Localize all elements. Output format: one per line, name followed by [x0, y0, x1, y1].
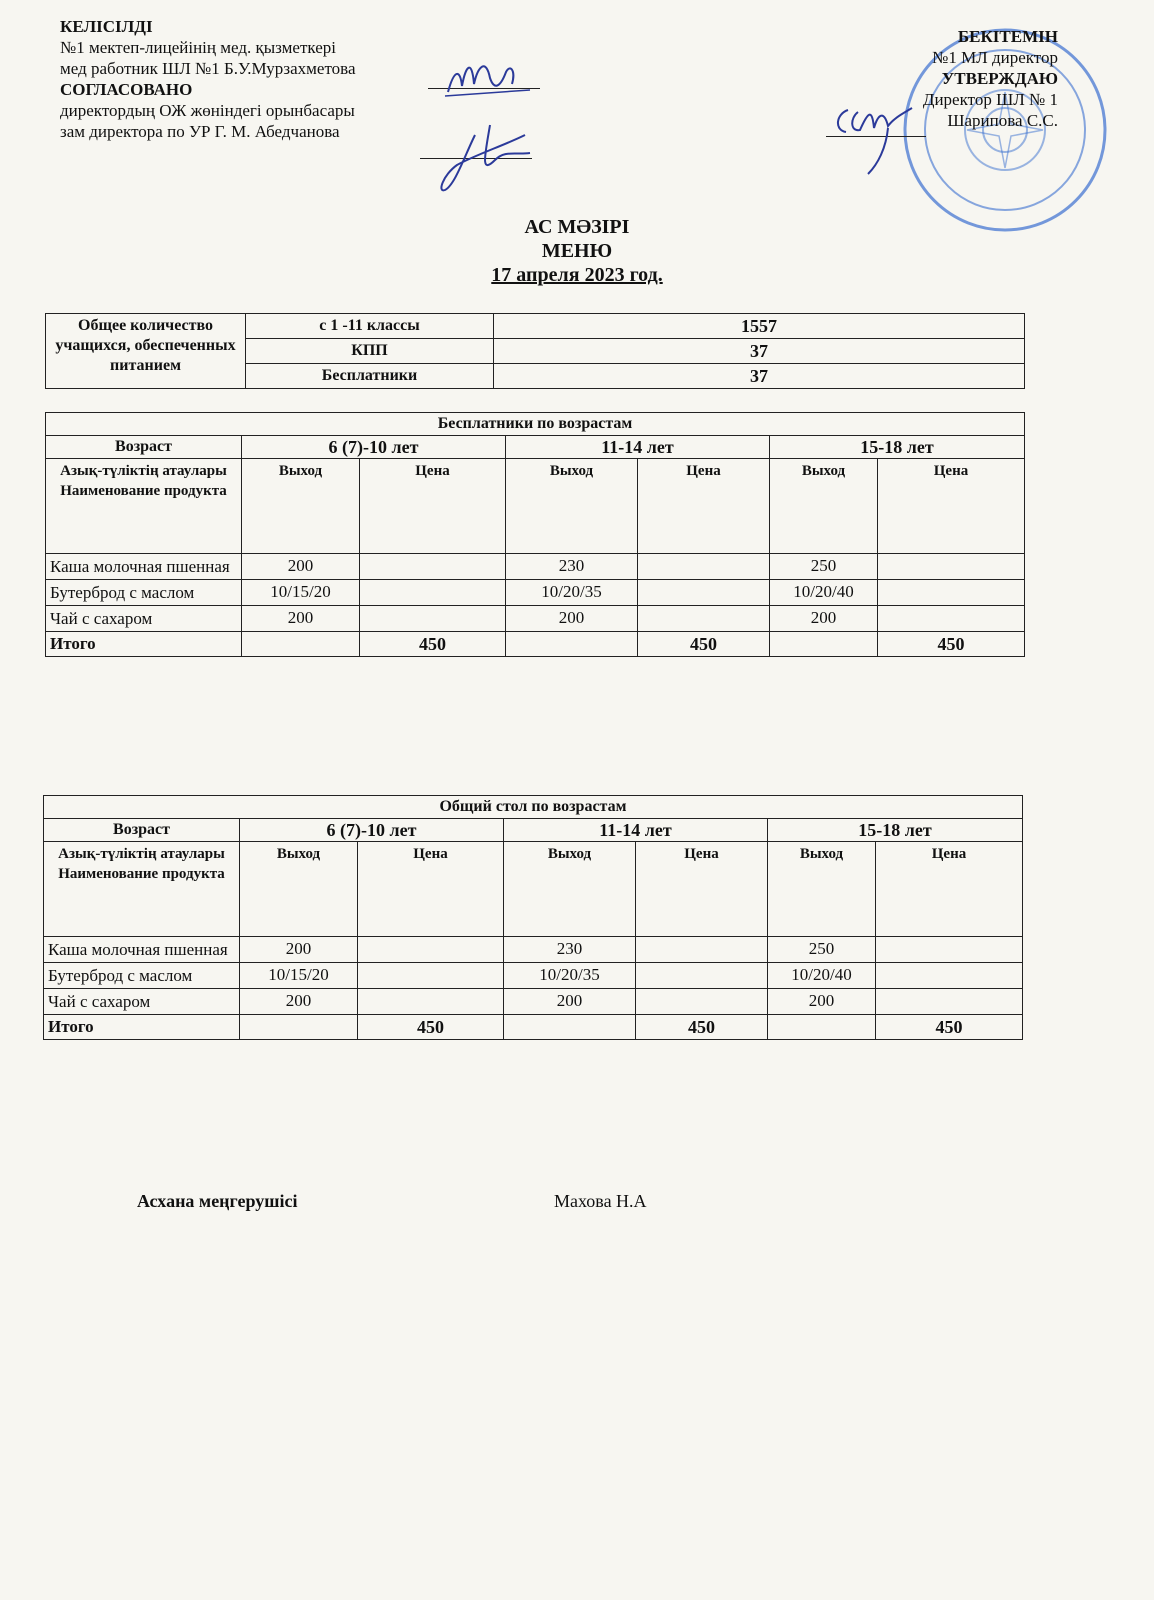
product-name: Каша молочная пшенная: [46, 554, 242, 580]
total-price: 450: [358, 1015, 504, 1040]
price-cell: [876, 963, 1023, 989]
output-column-header: Выход: [504, 842, 636, 937]
price-cell: [638, 580, 770, 606]
deputy-line-kz: директордың ОЖ жөніндегі орынбасары: [60, 101, 355, 120]
product-name: Бутерброд с маслом: [46, 580, 242, 606]
output-cell: 200: [770, 606, 878, 632]
canteen-manager-name: Махова Н.А: [554, 1191, 647, 1211]
price-column-header: Цена: [636, 842, 768, 937]
price-column-header: Цена: [876, 842, 1023, 937]
price-cell: [636, 989, 768, 1015]
table-row: [46, 632, 1025, 657]
output-cell: 230: [504, 937, 636, 963]
table-row: [46, 436, 1025, 459]
canteen-manager-label: Асхана меңгерушісі: [137, 1191, 298, 1211]
general-menu-table: [43, 795, 1023, 1040]
output-cell: 200: [504, 989, 636, 1015]
product-name: Бутерброд с маслом: [44, 963, 240, 989]
value-cell: 37: [494, 364, 1025, 389]
price-cell: [358, 937, 504, 963]
table-row: [46, 580, 1025, 606]
total-label: Итого: [46, 632, 242, 657]
age-label: Возраст: [46, 436, 242, 459]
approve-ru-heading: УТВЕРЖДАЮ: [941, 69, 1058, 88]
price-cell: [876, 937, 1023, 963]
price-cell: [636, 937, 768, 963]
director-line-ru: Директор ШЛ № 1: [922, 90, 1058, 109]
price-cell: [360, 606, 506, 632]
total-price: 450: [878, 632, 1025, 657]
signature-medic: [440, 50, 540, 110]
output-cell: 10/20/40: [770, 580, 878, 606]
output-cell: 10/20/35: [504, 963, 636, 989]
table-row: [46, 413, 1025, 436]
agreed-ru-heading: СОГЛАСОВАНО: [60, 80, 193, 99]
medic-line-ru: мед работник ШЛ №1 Б.У.Мурзахметова: [60, 59, 356, 78]
approve-kz-heading: БЕКІТЕМІН: [957, 27, 1058, 46]
table-row: [46, 459, 1025, 554]
output-cell: [504, 1015, 636, 1040]
age-label: Возраст: [44, 819, 240, 842]
total-label: Итого: [44, 1015, 240, 1040]
output-cell: 10/15/20: [240, 963, 358, 989]
product-name: Чай с сахаром: [44, 989, 240, 1015]
document-title: [0, 215, 1154, 287]
total-price: 450: [638, 632, 770, 657]
age-group-header: 11-14 лет: [504, 819, 768, 842]
value-cell: 1557: [494, 314, 1025, 339]
output-cell: 10/20/40: [768, 963, 876, 989]
age-group-header: 15-18 лет: [770, 436, 1025, 459]
price-cell: [360, 580, 506, 606]
approval-block-left: [60, 16, 356, 142]
students-summary-table: [45, 313, 1025, 389]
output-cell: [506, 632, 638, 657]
category-cell: КПП: [246, 339, 494, 364]
table-row: [44, 937, 1023, 963]
price-cell: [358, 989, 504, 1015]
output-column-header: Выход: [768, 842, 876, 937]
menu-date: 17 апреля 2023 год.: [491, 264, 663, 286]
table-row: [46, 314, 1025, 339]
total-price: 450: [636, 1015, 768, 1040]
product-column-header: Азық-түліктің атаулары Наименование продукта: [46, 459, 242, 554]
output-cell: 200: [240, 989, 358, 1015]
table-row: [44, 796, 1023, 819]
director-name: Шарипова С.С.: [947, 111, 1058, 130]
table-row: [46, 606, 1025, 632]
category-cell: с 1 -11 классы: [246, 314, 494, 339]
approval-block-right: [923, 26, 1058, 131]
output-column-header: Выход: [506, 459, 638, 554]
price-column-header: Цена: [358, 842, 504, 937]
output-cell: 250: [768, 937, 876, 963]
price-cell: [878, 606, 1025, 632]
price-cell: [878, 580, 1025, 606]
table-row: [46, 554, 1025, 580]
output-cell: [768, 1015, 876, 1040]
output-column-header: Выход: [242, 459, 360, 554]
output-cell: 200: [242, 554, 360, 580]
output-cell: 10/20/35: [506, 580, 638, 606]
price-cell: [358, 963, 504, 989]
table-row: [44, 1015, 1023, 1040]
output-cell: 250: [770, 554, 878, 580]
output-cell: [240, 1015, 358, 1040]
output-cell: [242, 632, 360, 657]
total-price: 450: [876, 1015, 1023, 1040]
age-group-header: 15-18 лет: [768, 819, 1023, 842]
output-cell: 200: [506, 606, 638, 632]
output-cell: 200: [768, 989, 876, 1015]
product-column-header: Азық-түліктің атаулары Наименование продукта: [44, 842, 240, 937]
signature-deputy: [435, 115, 555, 200]
output-column-header: Выход: [770, 459, 878, 554]
output-column-header: Выход: [240, 842, 358, 937]
age-group-header: 6 (7)-10 лет: [240, 819, 504, 842]
table-row: [44, 963, 1023, 989]
table-row: [44, 989, 1023, 1015]
price-cell: [360, 554, 506, 580]
table-caption: Общий стол по возрастам: [44, 796, 1023, 819]
title-kz: АС МӘЗІРІ: [524, 216, 630, 238]
output-cell: 10/15/20: [242, 580, 360, 606]
free-meals-menu-table: [45, 412, 1025, 657]
price-column-header: Цена: [638, 459, 770, 554]
output-cell: [770, 632, 878, 657]
total-price: 450: [360, 632, 506, 657]
product-name: Каша молочная пшенная: [44, 937, 240, 963]
price-cell: [636, 963, 768, 989]
table-row: [44, 819, 1023, 842]
signature-director: [828, 98, 928, 178]
students-count-label: Общее количество учащихся, обеспеченных питанием: [46, 314, 246, 389]
price-column-header: Цена: [360, 459, 506, 554]
price-cell: [638, 554, 770, 580]
value-cell: 37: [494, 339, 1025, 364]
price-column-header: Цена: [878, 459, 1025, 554]
table-caption: Бесплатники по возрастам: [46, 413, 1025, 436]
category-cell: Бесплатники: [246, 364, 494, 389]
price-cell: [638, 606, 770, 632]
deputy-line-ru: зам директора по УР Г. М. Абедчанова: [60, 122, 340, 141]
product-name: Чай с сахаром: [46, 606, 242, 632]
age-group-header: 6 (7)-10 лет: [242, 436, 506, 459]
output-cell: 200: [240, 937, 358, 963]
output-cell: 200: [242, 606, 360, 632]
price-cell: [878, 554, 1025, 580]
age-group-header: 11-14 лет: [506, 436, 770, 459]
price-cell: [876, 989, 1023, 1015]
medic-line-kz: №1 мектеп-лицейінің мед. қызметкері: [60, 38, 336, 57]
director-line-kz: №1 МЛ директор: [932, 48, 1058, 67]
agreed-kz-heading: КЕЛІСІЛДІ: [60, 17, 153, 36]
output-cell: 230: [506, 554, 638, 580]
title-ru: МЕНЮ: [541, 240, 613, 262]
table-row: [44, 842, 1023, 937]
